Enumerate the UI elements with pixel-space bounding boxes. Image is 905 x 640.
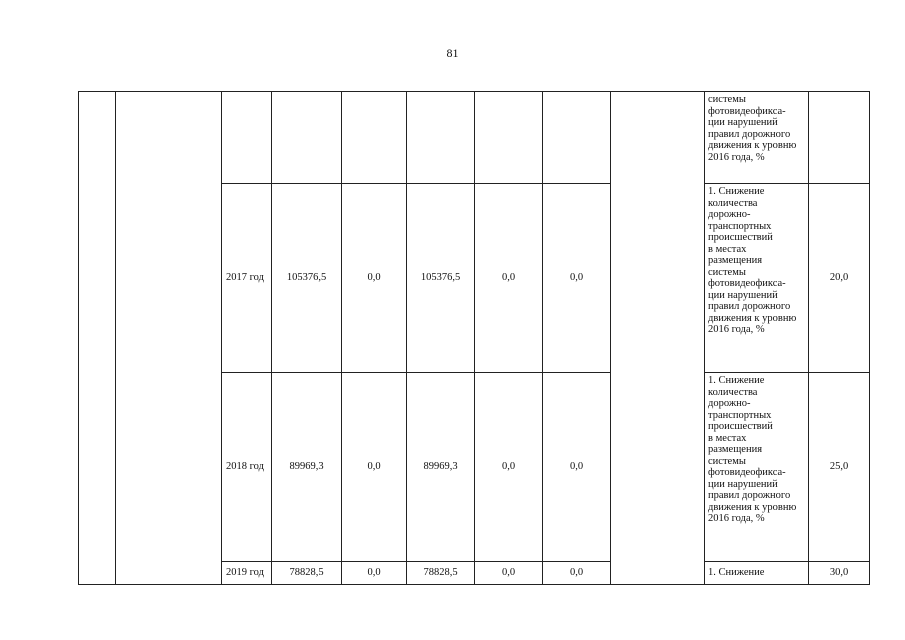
table-row — [79, 92, 870, 184]
local-budget-cell: 0,0 — [475, 562, 543, 585]
indicator-value-cell: 30,0 — [809, 562, 870, 585]
total-cell: 105376,5 — [272, 184, 342, 373]
regional-budget-cell — [407, 92, 475, 184]
local-budget-cell — [475, 92, 543, 184]
year-cell: 2019 год — [222, 562, 272, 585]
local-budget-cell: 0,0 — [475, 373, 543, 562]
total-cell — [272, 92, 342, 184]
indicator-value-cell: 25,0 — [809, 373, 870, 562]
total-cell: 78828,5 — [272, 562, 342, 585]
other-sources-cell: 0,0 — [543, 373, 611, 562]
indicator-value-cell — [809, 92, 870, 184]
name-cell — [116, 92, 222, 585]
year-cell: 2017 год — [222, 184, 272, 373]
year-cell — [222, 92, 272, 184]
total-cell: 89969,3 — [272, 373, 342, 562]
federal-budget-cell — [342, 92, 407, 184]
other-sources-cell: 0,0 — [543, 562, 611, 585]
regional-budget-cell: 89969,3 — [407, 373, 475, 562]
number-cell — [79, 92, 116, 585]
indicator-value-cell: 20,0 — [809, 184, 870, 373]
regional-budget-cell: 105376,5 — [407, 184, 475, 373]
regional-budget-cell: 78828,5 — [407, 562, 475, 585]
local-budget-cell: 0,0 — [475, 184, 543, 373]
federal-budget-cell: 0,0 — [342, 373, 407, 562]
page-number: 81 — [446, 46, 459, 60]
indicator-cell: 1. Снижение количества дорожно- транспортных происшествий в местах размещения системы фотовидеофикса- ции нарушений правил дорожного движения к уровню 2016 года, % — [705, 373, 809, 562]
executor-cell — [611, 92, 705, 585]
indicator-cell: 1. Снижение количества дорожно- транспортных происшествий в местах размещения системы фотовидеофикса- ции нарушений правил дорожного движения к уровню 2016 года, % — [705, 184, 809, 373]
indicator-cell: системы фотовидеофикса- ции нарушений правил дорожного движения к уровню 2016 года, % — [705, 92, 809, 184]
other-sources-cell: 0,0 — [543, 184, 611, 373]
federal-budget-cell: 0,0 — [342, 184, 407, 373]
data-table — [78, 91, 870, 585]
indicator-cell: 1. Снижение — [705, 562, 809, 585]
other-sources-cell — [543, 92, 611, 184]
year-cell: 2018 год — [222, 373, 272, 562]
federal-budget-cell: 0,0 — [342, 562, 407, 585]
